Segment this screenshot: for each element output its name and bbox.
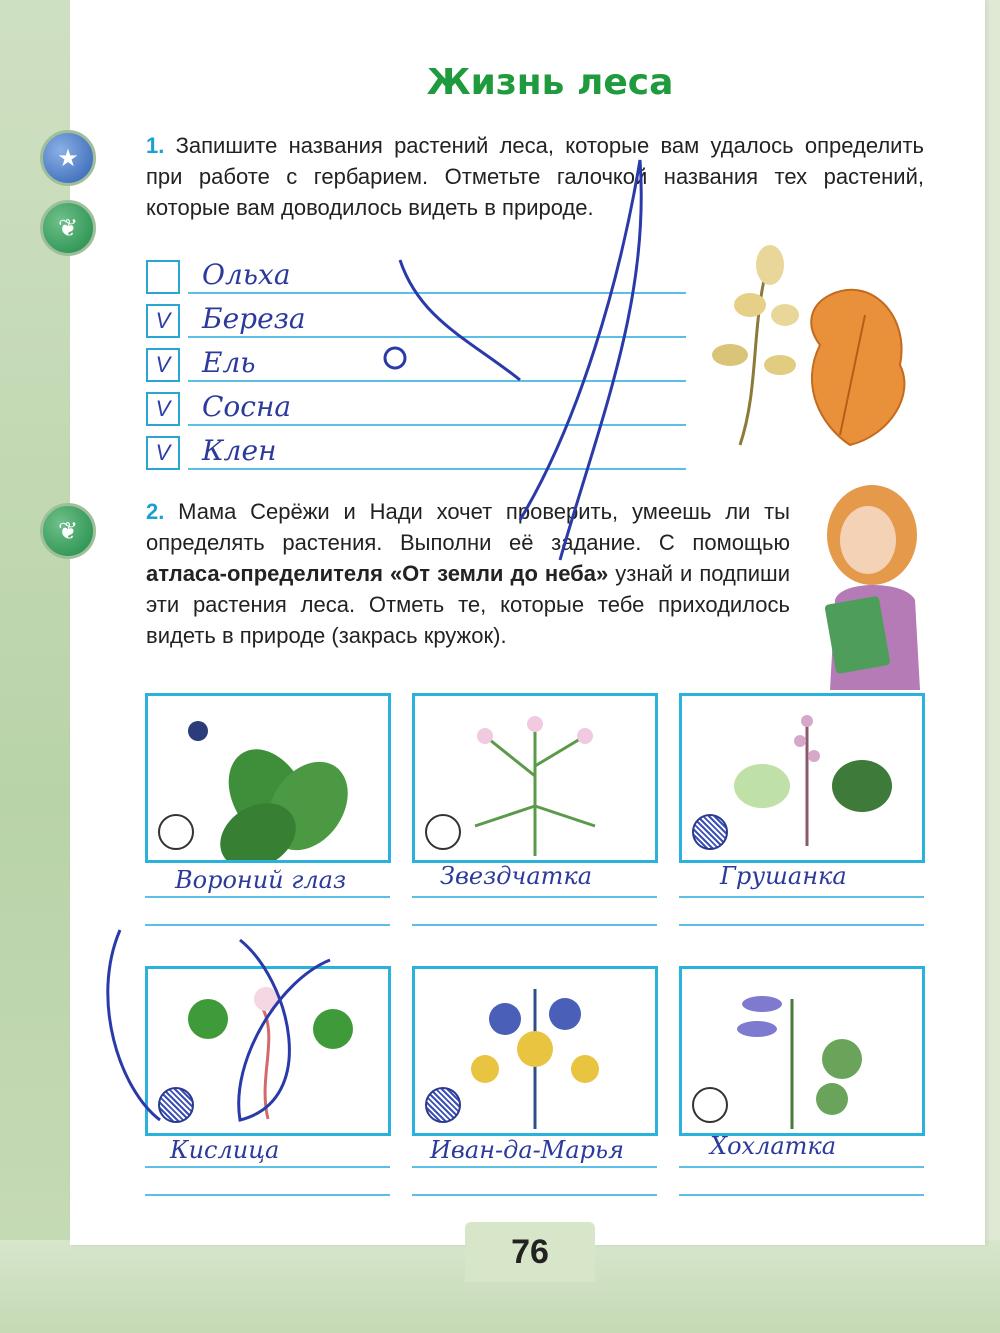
plant-name-answer: Хохлатка [710, 1132, 837, 1160]
herbarium-illustration [700, 235, 930, 465]
write-line [188, 424, 686, 426]
answer-row[interactable] [146, 390, 686, 426]
task2-text-bold: атласа-определителя «От земли до неба» [146, 561, 609, 586]
answer-row[interactable] [146, 258, 686, 294]
task2-text-part2: узнай и подпиши эти растения леса. Отметь те, которые тебе приходилось видеть в природе (закрась кружок). [146, 561, 790, 648]
name-line [145, 924, 390, 926]
handwritten-answer: Клен [202, 434, 277, 467]
task2-number: 2. [146, 499, 165, 524]
plant-name-answer: Иван-да-Марья [430, 1136, 624, 1164]
write-line [188, 380, 686, 382]
answer-row[interactable] [146, 434, 686, 470]
seen-circle[interactable] [425, 1087, 461, 1123]
checkbox[interactable] [146, 260, 180, 294]
plant-card [412, 693, 658, 863]
answer-row[interactable] [146, 302, 686, 338]
checkbox[interactable]: V [146, 436, 180, 470]
left-decor-band [0, 0, 70, 1333]
name-line [679, 924, 924, 926]
name-line [679, 1166, 924, 1168]
seen-circle[interactable] [158, 1087, 194, 1123]
task1-number: 1. [146, 133, 165, 158]
write-line [188, 292, 686, 294]
handwritten-answer: Ель [202, 346, 256, 379]
name-line [412, 1166, 657, 1168]
plant-name-answer: Грушанка [720, 862, 847, 890]
handwritten-answer: Береза [202, 302, 306, 335]
task1-text [146, 130, 924, 223]
checkbox[interactable]: V [146, 392, 180, 426]
leaf-icon: ❦ [40, 503, 96, 559]
leaf-icon: ❦ [40, 200, 96, 256]
plant-name-answer: Вороний глаз [175, 866, 347, 894]
task2-text-part1: Мама Серёжи и Нади хочет проверить, умеешь ли ты определять растения. Выполни её задание. С помощью [146, 499, 790, 555]
task2-text [146, 496, 790, 651]
name-line [679, 896, 924, 898]
page-number: 76 [465, 1222, 595, 1282]
name-line [145, 896, 390, 898]
plant-card [412, 966, 658, 1136]
checkbox[interactable]: V [146, 348, 180, 382]
seen-circle[interactable] [692, 1087, 728, 1123]
seen-circle[interactable] [158, 814, 194, 850]
name-line [412, 924, 657, 926]
handwritten-answer: Ольха [202, 258, 291, 291]
answer-row[interactable] [146, 346, 686, 382]
task1-instructions: Запишите названия растений леса, которые вам удалось определить при работе с гербарием. Отметьте галочкой названия тех растений, которые вам доводилось видеть в природе. [146, 133, 924, 220]
seen-circle[interactable] [692, 814, 728, 850]
plant-card [145, 693, 391, 863]
name-line [412, 896, 657, 898]
name-line [145, 1194, 390, 1196]
name-line [679, 1194, 924, 1196]
plant-name-answer: Звездчатка [440, 862, 593, 890]
write-line [188, 336, 686, 338]
plant-name-answer: Кислица [170, 1136, 280, 1164]
name-line [412, 1194, 657, 1196]
handwritten-answer: Сосна [202, 390, 292, 423]
page-title: Жизнь леса [426, 62, 674, 103]
plant-card [679, 693, 925, 863]
write-line [188, 468, 686, 470]
seen-circle[interactable] [425, 814, 461, 850]
plant-card [679, 966, 925, 1136]
plant-card [145, 966, 391, 1136]
checkbox[interactable]: V [146, 304, 180, 338]
stars-icon: ★ [40, 130, 96, 186]
name-line [145, 1166, 390, 1168]
girl-illustration [810, 480, 940, 690]
